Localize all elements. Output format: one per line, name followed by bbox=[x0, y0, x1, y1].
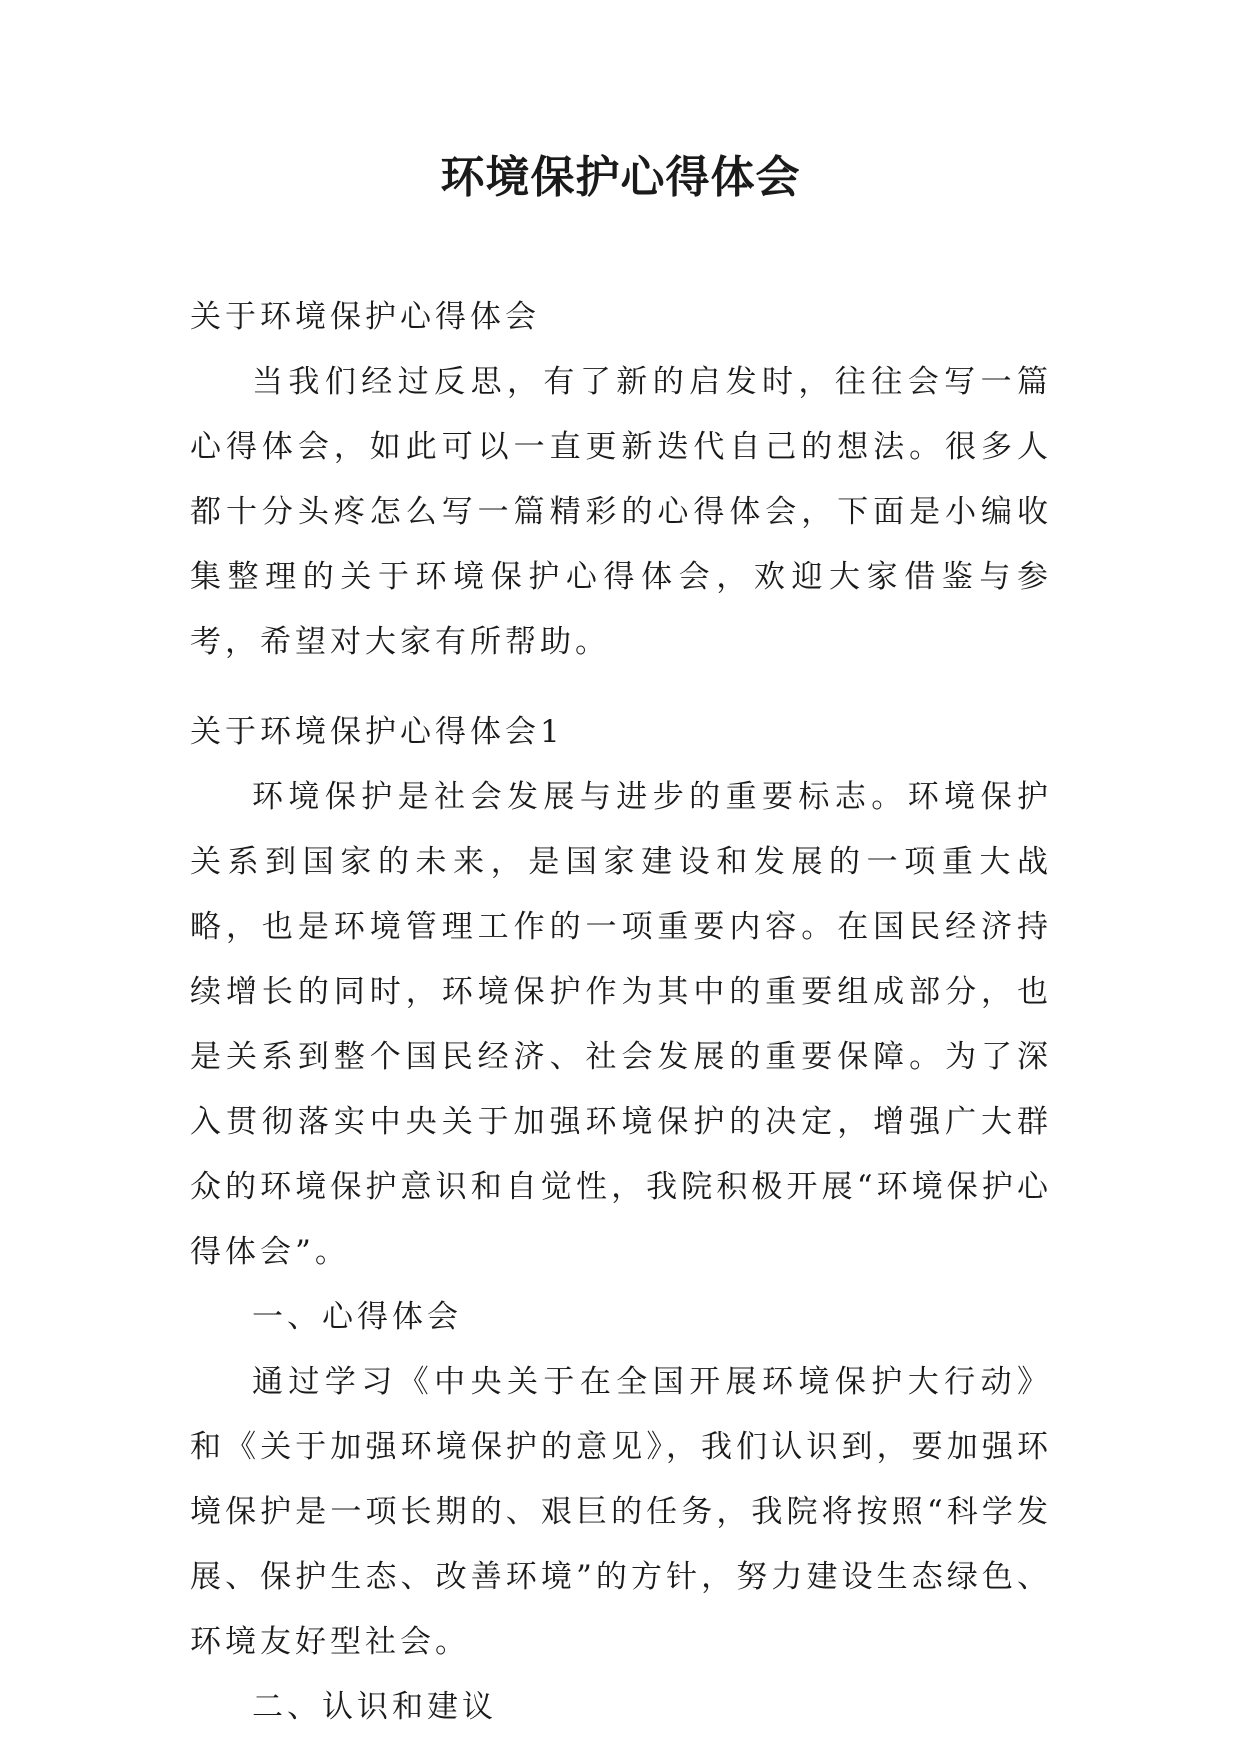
intro-heading: 关于环境保护心得体会 bbox=[190, 299, 540, 335]
section-1-paragraph-1: 环境保护是社会发展与进步的重要标志。环境保护关系到国家的未来，是国家建设和发展的一项重大战略，也是环境管理工作的一项重要内容。在国民经济持续增长的同时，环境保护作为其中的重要组成部分，也是关系到整个国民经济、社会发展的重要保障。为了深入贯彻落实中央关于加强环境保护的决定，增强广大群众的环境保护意识和自觉性，我院积极开展“环境保护心得体会”。 bbox=[190, 779, 1052, 1270]
section-1-subheading-2: 二、认识和建议 bbox=[252, 1689, 497, 1725]
section-1 bbox=[190, 700, 1052, 1740]
document-title: 环境保护心得体会 bbox=[440, 152, 801, 203]
section-1-paragraph-2: 通过学习《中央关于在全国开展环境保护大行动》和《关于加强环境保护的意见》，我们认识到，要加强环境保护是一项长期的、艰巨的任务，我院将按照“科学发展、保护生态、改善环境”的方针，努力建设生态绿色、环境友好型社会。 bbox=[190, 1364, 1052, 1660]
intro-section bbox=[190, 285, 1052, 675]
intro-paragraph: 当我们经过反思，有了新的启发时，往往会写一篇心得体会，如此可以一直更新迭代自己的想法。很多人都十分头疼怎么写一篇精彩的心得体会，下面是小编收集整理的关于环境保护心得体会，欢迎大家借鉴与参考，希望对大家有所帮助。 bbox=[190, 364, 1052, 660]
section-1-heading: 关于环境保护心得体会1 bbox=[190, 714, 564, 750]
section-1-subheading-1: 一、心得体会 bbox=[252, 1299, 462, 1335]
